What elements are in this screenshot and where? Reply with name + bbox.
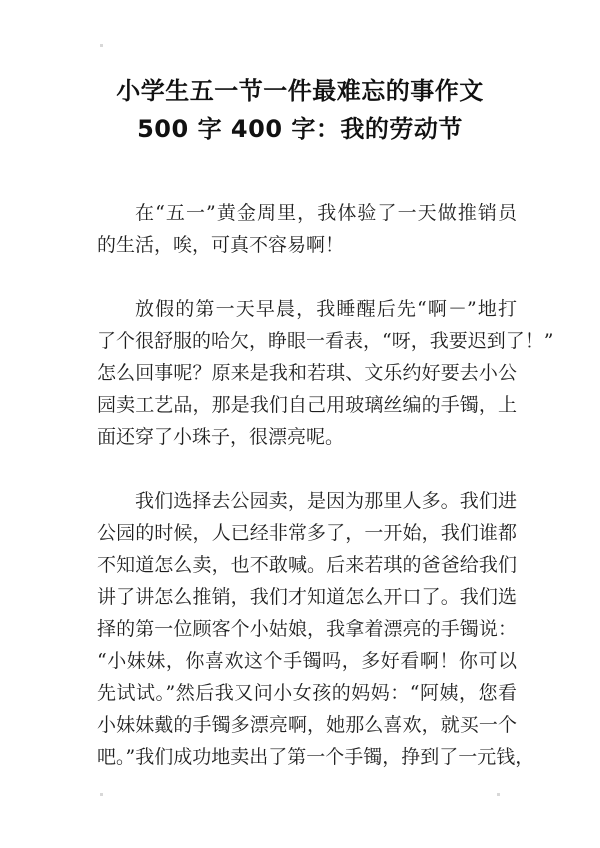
paragraph-2 — [97, 293, 554, 453]
corner-mark — [100, 44, 103, 47]
text-line: 讲了讲怎么推销，我们才知道怎么开口了。我们选 — [97, 586, 517, 608]
text-line: “小妹妹，你喜欢这个手镯吗，多好看啊！你可以 — [97, 650, 517, 672]
text-line: 的生活，唉，可真不容易啊！ — [97, 234, 345, 256]
text-line: 我们选择去公园卖，是因为那里人多。我们进 — [135, 490, 517, 512]
text-line: 怎么回事呢？原来是我和若琪、文乐约好要去小公 — [97, 362, 517, 384]
text-line: 了个很舒服的哈欠，睁眼一看表，“呀，我要迟到了！” — [97, 330, 554, 352]
paragraph-3 — [97, 485, 535, 773]
text-line: 先试试。”然后我又问小女孩的妈妈：“阿姨，您看 — [97, 682, 517, 704]
paragraph-1 — [97, 197, 517, 261]
text-line: 择的第一位顾客个小姑娘，我拿着漂亮的手镯说： — [97, 618, 517, 640]
page-title — [40, 72, 560, 148]
article-body — [97, 197, 554, 805]
title-line-1: 小学生五一节一件最难忘的事作文 — [116, 77, 484, 105]
text-line: 小妹妹戴的手镯多漂亮啊，她那么喜欢，就买一个 — [97, 714, 517, 736]
text-line: 在“五一”黄金周里，我体验了一天做推销员 — [135, 202, 517, 224]
text-line: 面还穿了小珠子，很漂亮呢。 — [97, 426, 345, 448]
text-line: 不知道怎么卖，也不敢喊。后来若琪的爸爸给我们 — [97, 554, 517, 576]
text-line: 公园的时候，人已经非常多了，一开始，我们谁都 — [97, 522, 517, 544]
text-line: 放假的第一天早晨，我睡醒后先“啊－”地打 — [135, 298, 517, 320]
text-line: 园卖工艺品，那是我们自己用玻璃丝编的手镯，上 — [97, 394, 517, 416]
text-line: 吧。”我们成功地卖出了第一个手镯，挣到了一元钱， — [97, 746, 535, 768]
title-line-2: 500 字 400 字：我的劳动节 — [137, 115, 463, 143]
